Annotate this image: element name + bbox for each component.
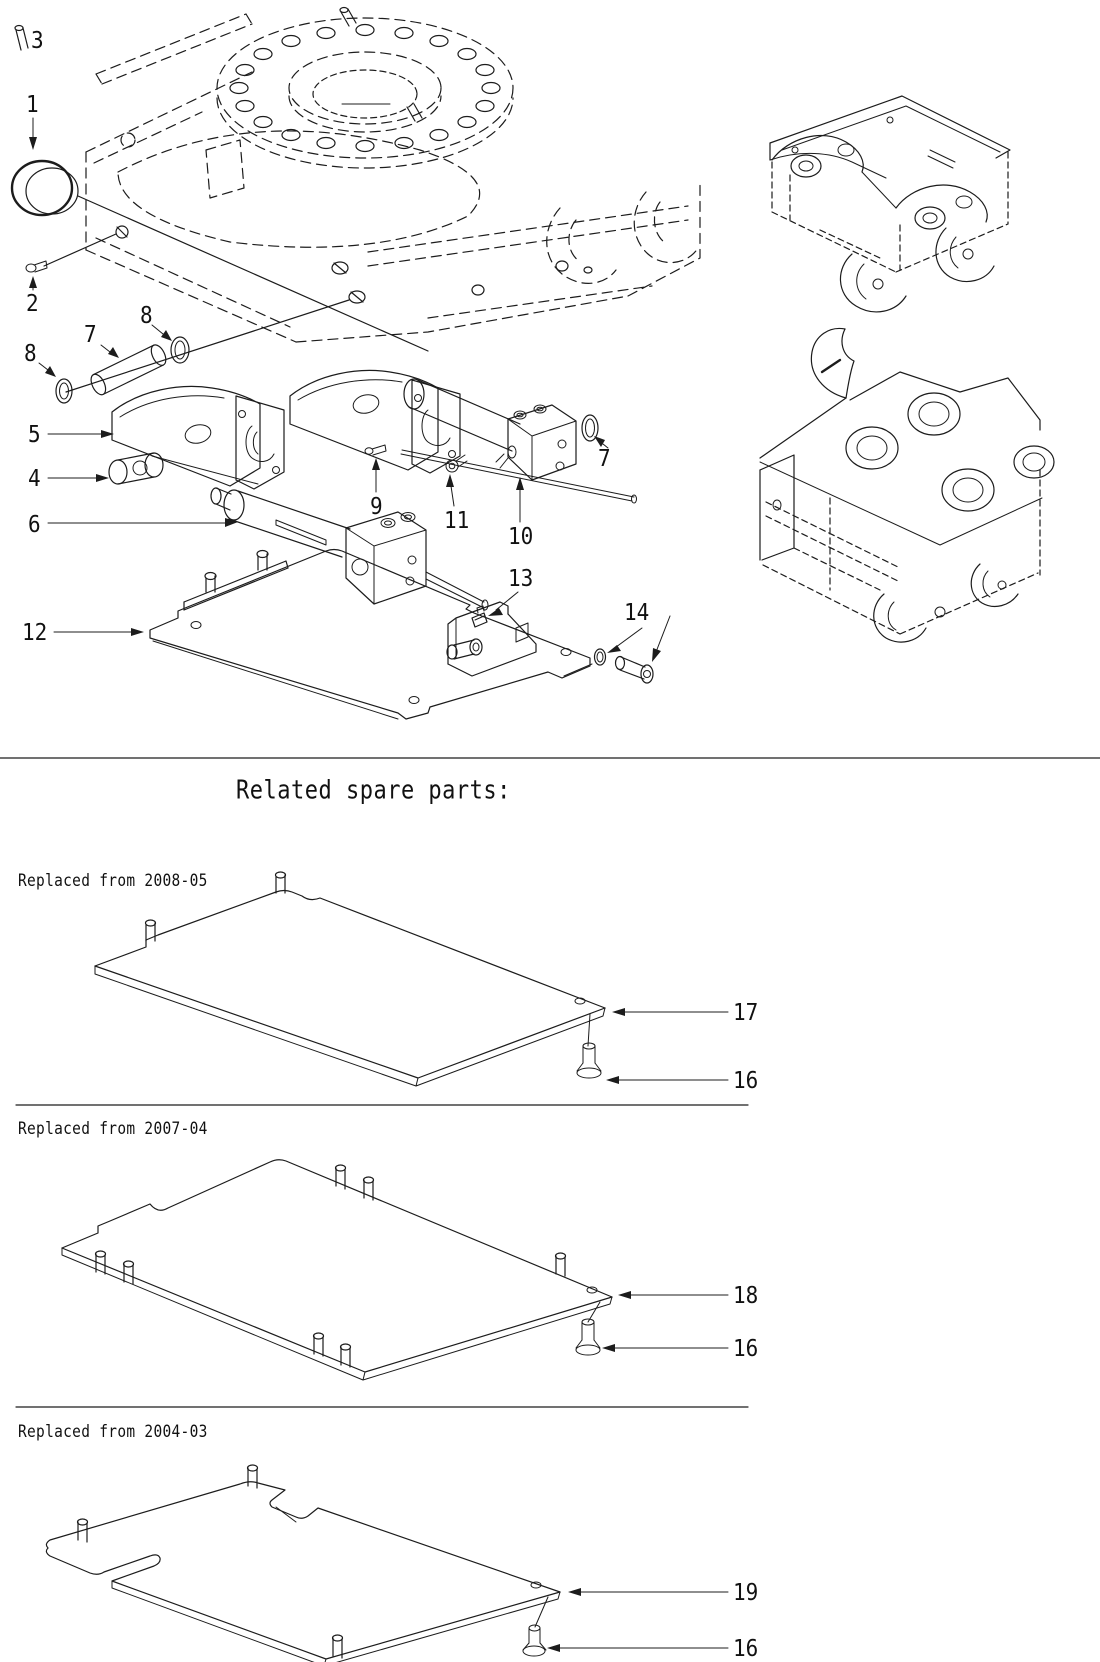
callout-8-left: 8 bbox=[24, 339, 37, 367]
callout-10: 10 bbox=[508, 522, 534, 550]
section-dividers bbox=[0, 758, 1100, 1407]
callout-4: 4 bbox=[28, 464, 41, 492]
part-8-oring-top-glyph bbox=[152, 325, 189, 363]
slew-ring-bearing-drawing bbox=[217, 8, 513, 169]
part-9-screw-glyph bbox=[365, 445, 386, 492]
callout-13: 13 bbox=[508, 564, 534, 592]
callout-12: 12 bbox=[22, 618, 48, 646]
callout-11: 11 bbox=[444, 506, 470, 534]
coupler-iso-view-top bbox=[770, 96, 1010, 312]
part-8-oring-left-glyph bbox=[39, 363, 72, 403]
callout-16-first: 16 bbox=[733, 1066, 759, 1094]
callout-16-second: 16 bbox=[733, 1334, 759, 1362]
part-4-piston-glyph bbox=[48, 453, 258, 484]
callout-18: 18 bbox=[733, 1281, 759, 1309]
callout-7-left: 7 bbox=[84, 320, 97, 348]
related-spare-parts-heading: Related spare parts: bbox=[236, 776, 511, 806]
housing-bolt-holes bbox=[116, 226, 592, 303]
part-3-pin-glyph bbox=[15, 26, 28, 51]
axis-leader-lines bbox=[44, 196, 428, 392]
part-7-oring-right-glyph bbox=[582, 415, 608, 448]
callout-2: 2 bbox=[26, 289, 39, 317]
plate-19-drawing bbox=[46, 1465, 728, 1662]
part-2-screw-glyph bbox=[26, 261, 47, 290]
plate-18-drawing bbox=[62, 1160, 728, 1380]
callout-8-top: 8 bbox=[140, 301, 153, 329]
callout-19: 19 bbox=[733, 1578, 759, 1606]
callout-1: 1 bbox=[26, 90, 39, 118]
callout-17: 17 bbox=[733, 998, 759, 1026]
part-14-washer-bolt-glyph bbox=[595, 616, 671, 683]
callout-6: 6 bbox=[28, 510, 41, 538]
callout-16-third: 16 bbox=[733, 1634, 759, 1662]
coupler-iso-view-bottom bbox=[760, 328, 1054, 642]
coupler-housing-outline bbox=[86, 14, 700, 342]
callout-7-right: 7 bbox=[598, 444, 611, 472]
callout-9: 9 bbox=[370, 492, 383, 520]
part-7-pin-glyph bbox=[88, 343, 169, 397]
section-1-replaced-label: Replaced from 2008-05 bbox=[18, 872, 208, 891]
callout-5: 5 bbox=[28, 420, 41, 448]
part-5-cradle-bracket bbox=[48, 386, 284, 489]
part-10-cylinder-assembly bbox=[290, 370, 637, 522]
section-3-replaced-label: Replaced from 2004-03 bbox=[18, 1423, 208, 1442]
callout-3: 3 bbox=[31, 26, 44, 54]
plate-17-drawing bbox=[95, 872, 728, 1086]
part-1-seal-ring-glyph bbox=[12, 118, 78, 215]
callout-14: 14 bbox=[624, 598, 650, 626]
section-2-replaced-label: Replaced from 2007-04 bbox=[18, 1120, 208, 1139]
part-6-cylinder bbox=[48, 488, 488, 610]
